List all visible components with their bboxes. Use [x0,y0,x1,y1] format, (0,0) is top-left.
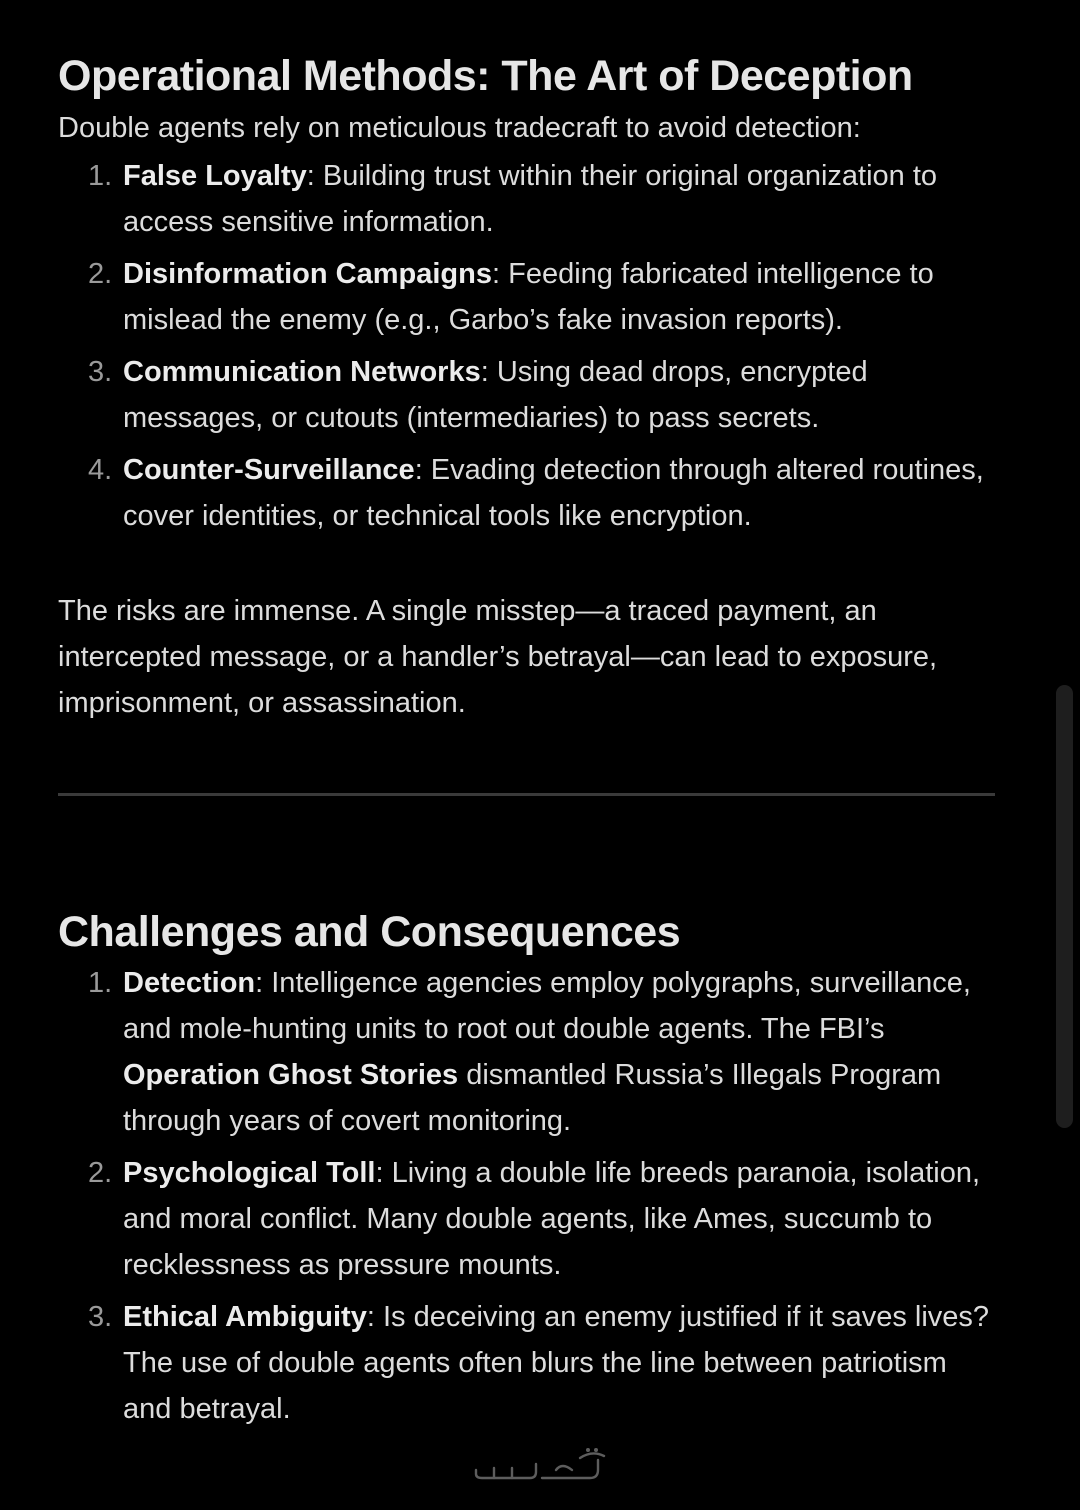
section-divider [58,793,995,796]
list-item [58,960,998,1144]
list-item-text: : Living a double life breeds paranoia, isolation, and moral conflict. Many double agents, like Ames, succumb to recklessness as pressure mounts. [123,1157,981,1281]
list-item-term: Counter-Surveillance [123,454,415,486]
list-item [58,1150,998,1288]
section-heading-operational-methods: Operational Methods: The Art of Deception [58,52,913,100]
list-item-number: 3. [88,356,113,388]
list-item-text-continued: dismantled Russia’s Illegals Program through years of covert monitoring. [123,1059,942,1137]
list-item-term: Communication Networks [123,356,481,388]
inline-bold-term: Operation Ghost Stories [123,1059,459,1091]
vertical-scrollbar[interactable] [1056,685,1073,1128]
list-item-text: : Is deceiving an enemy justified if it saves lives? The use of double agents often blurs the line between patriotism and betrayal. [123,1301,990,1425]
list-item-text: : Evading detection through altered routines, cover identities, or technical tools like encryption. [123,454,984,532]
list-item-number: 2. [88,258,113,290]
list-item-term: Psychological Toll [123,1157,376,1189]
list-item-number: 4. [88,454,113,486]
list-item [58,1294,998,1432]
list-item-text: : Feeding fabricated intelligence to mislead the enemy (e.g., Garbo’s fake invasion reports). [123,258,934,336]
list-item-text: : Building trust within their original organization to access sensitive information. [123,160,938,238]
list-item-term: Disinformation Campaigns [123,258,492,290]
list-item [58,251,998,343]
list-item-term: False Loyalty [123,160,307,192]
list-item-number: 3. [88,1301,113,1333]
list-item [58,447,998,539]
section-heading-challenges: Challenges and Consequences [58,908,681,956]
list-item-number: 1. [88,967,113,999]
watermark-logo-icon [472,1440,608,1484]
list-item [58,349,998,441]
list-item-term: Ethical Ambiguity [123,1301,367,1333]
section-intro: Double agents rely on meticulous tradecraft to avoid detection: [58,112,861,144]
list-item-text: : Intelligence agencies employ polygraphs, surveillance, and mole-hunting units to root out double agents. The FBI’s [123,967,971,1045]
list-item-text: : Using dead drops, encrypted messages, or cutouts (intermediaries) to pass secrets. [123,356,868,434]
list-item-term: Detection [123,967,256,999]
list-item-number: 1. [88,160,113,192]
operational-methods-list [58,153,998,545]
list-item [58,153,998,245]
list-item-number: 2. [88,1157,113,1189]
challenges-list [58,960,998,1438]
risks-paragraph: The risks are immense. A single misstep—a traced payment, an intercepted message, or a handler’s betrayal—can lead to exposure, imprisonment, or assassination. [58,595,938,719]
